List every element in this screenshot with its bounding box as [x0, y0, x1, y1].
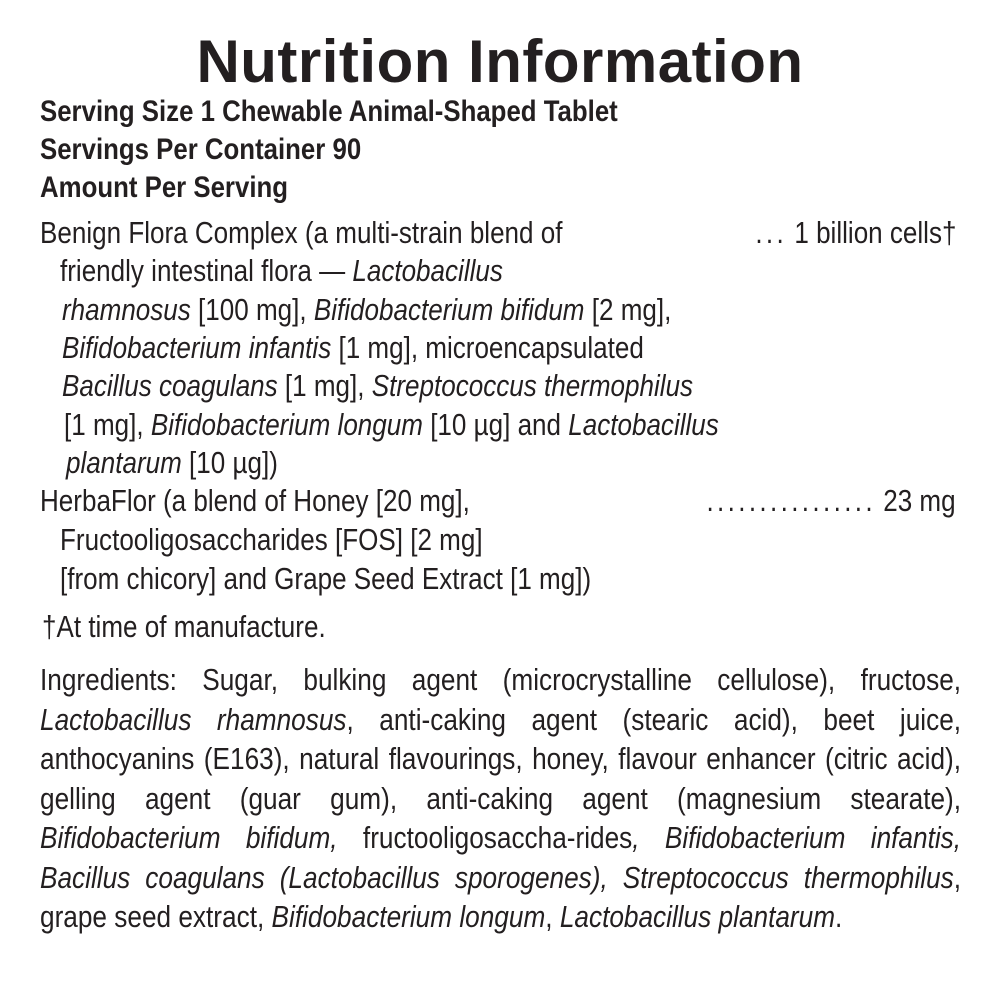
- ingredients-text: , grape seed extract,: [40, 859, 962, 934]
- benign-line-7: [66, 444, 278, 482]
- benign-italic: Lactobacillus: [352, 253, 503, 288]
- herbaflor-dots: ................: [706, 483, 877, 518]
- ingredients-text: .: [835, 899, 843, 934]
- benign-italic: rhamnosus: [62, 292, 191, 327]
- herbaflor-amount-row: [707, 482, 956, 520]
- herbaflor-line-1: HerbaFlor (a blend of Honey [20 mg],: [40, 483, 470, 518]
- herbaflor-line-3: [from chicory] and Grape Seed Extract [1 mg]): [60, 561, 592, 596]
- herbaflor-amount: 23 mg: [883, 483, 956, 518]
- benign-text: [1 mg],: [64, 407, 151, 442]
- ingredients-italic: Lactobacillus rhamnosus: [40, 701, 347, 737]
- benign-line-1: [40, 214, 562, 252]
- benign-line-6: [64, 406, 719, 444]
- benign-text: [10 µg]): [181, 445, 278, 480]
- benign-dots: ...: [754, 215, 787, 250]
- benign-text: [100 mg],: [190, 292, 314, 327]
- benign-line-3: [62, 291, 671, 329]
- ingredients-italic: , Bifidobacterium infantis, Bacillus coagulans (Lactobacillus sporogenes), Streptococcus thermophilus: [40, 820, 962, 895]
- benign-line-4: [62, 329, 644, 367]
- ingredients-paragraph: [40, 660, 961, 937]
- benign-italic: Lactobacillus: [568, 407, 719, 442]
- benign-name: Benign Flora Complex (a multi-strain blend of: [40, 215, 563, 250]
- benign-text: [10 µg] and: [422, 407, 569, 442]
- ingredients-text: ,: [545, 899, 560, 934]
- ingredients-italic: Lactobacillus plantarum: [559, 899, 836, 934]
- benign-italic: Streptococcus thermophilus: [371, 368, 694, 403]
- benign-amount-row: [755, 214, 956, 252]
- serving-size: Serving Size 1 Chewable Animal-Shaped Tablet: [40, 95, 618, 128]
- benign-text: friendly intestinal flora —: [60, 253, 353, 288]
- servings-per-container: Servings Per Container 90: [40, 133, 362, 166]
- page-title: Nutrition Information: [196, 28, 804, 95]
- benign-italic: Bifidobacterium longum: [150, 407, 423, 442]
- ingredients-text: Ingredients: Sugar, bulking agent (microcrystalline cellulose), fructose,: [40, 662, 962, 697]
- ingredients-italic: Bifidobacterium longum: [271, 899, 546, 934]
- benign-italic: Bifidobacterium bifidum: [313, 292, 585, 327]
- benign-amount: 1 billion cells†: [793, 215, 956, 250]
- herbaflor-line-2: Fructooligosaccharides [FOS] [2 mg]: [60, 522, 483, 557]
- benign-line-5: [62, 367, 693, 405]
- benign-italic: Bifidobacterium infantis: [62, 330, 332, 365]
- benign-text: [2 mg],: [584, 292, 672, 327]
- footnote: †At time of manufacture.: [42, 609, 326, 644]
- benign-italic: Bacillus coagulans: [62, 368, 278, 403]
- amount-per-serving: Amount Per Serving: [40, 171, 289, 204]
- benign-text: [1 mg],: [277, 368, 372, 403]
- benign-text: [1 mg], microencapsulated: [331, 330, 644, 365]
- ingredients-text: fructooligosaccha-rides: [337, 820, 633, 855]
- benign-line-2: [60, 252, 503, 290]
- ingredients-text: , anti-caking agent (stearic acid), beet juice, anthocyanins (E163), natural flavourings, honey, flavour enhancer (citric acid), gelling agent (guar gum), anti-caking agent (magnesium stearate),: [40, 701, 962, 816]
- ingredients-italic: Bifidobacterium bifidum,: [40, 820, 338, 855]
- benign-italic: plantarum: [66, 445, 182, 480]
